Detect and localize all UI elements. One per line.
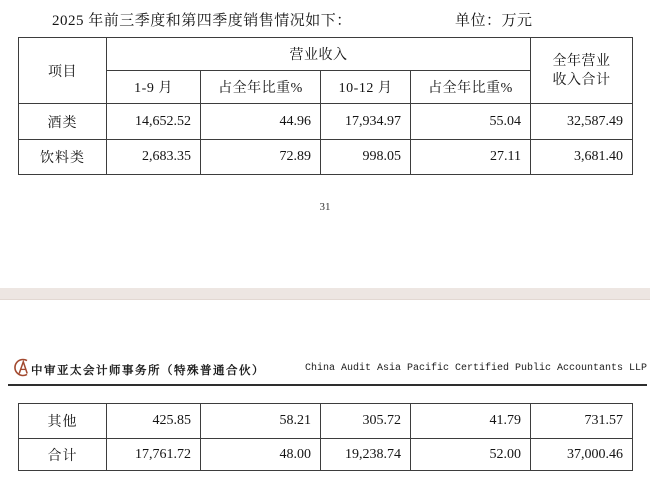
- sales-table-bottom: [18, 403, 633, 471]
- cell-value: 58.21: [201, 404, 321, 439]
- cell-item: 其他: [19, 404, 107, 439]
- page-number: 31: [319, 201, 331, 213]
- cell-value: 3,681.40: [531, 140, 633, 175]
- header-annual-total-line2: 收入合计: [552, 72, 611, 88]
- cell-item: 合计: [19, 439, 107, 471]
- sales-table-top: [18, 37, 633, 175]
- table-row-liquor: [19, 104, 633, 140]
- header-annual-total: [531, 38, 633, 104]
- unit-label: 单位：万元: [455, 13, 533, 29]
- firm-name-cn: 中审亚太会计师事务所（特殊普通合伙）: [31, 365, 265, 377]
- cell-value: 37,000.46: [531, 439, 633, 471]
- cell-value: 14,652.52: [107, 104, 201, 140]
- cell-item: 饮料类: [19, 140, 107, 175]
- section-title: 2025 年前三季度和第四季度销售情况如下：: [52, 13, 352, 29]
- cell-value: 27.11: [411, 140, 531, 175]
- table-row-other: [19, 404, 633, 439]
- cell-value: 425.85: [107, 404, 201, 439]
- header-sub-col-1: 1-9 月: [107, 71, 201, 104]
- page-break-band: [0, 288, 650, 300]
- cell-value: 17,761.72: [107, 439, 201, 471]
- header-sub-col-2: 占全年比重%: [201, 71, 321, 104]
- table-row-total: [19, 439, 633, 471]
- cell-value: 52.00: [411, 439, 531, 471]
- header-annual-total-line1: 全年营业: [552, 53, 611, 69]
- cell-value: 44.96: [201, 104, 321, 140]
- header-sub-col-3: 10-12 月: [321, 71, 411, 104]
- table-row-beverage: [19, 140, 633, 175]
- firm-name-en: China Audit Asia Pacific Certified Public Accountants LLP: [304, 363, 647, 374]
- cell-value: 17,934.97: [321, 104, 411, 140]
- cell-value: 55.04: [411, 104, 531, 140]
- header-rule: [8, 384, 647, 386]
- cell-value: 32,587.49: [531, 104, 633, 140]
- header-revenue-group: 营业收入: [107, 38, 531, 71]
- cell-value: 305.72: [321, 404, 411, 439]
- cell-item: 酒类: [19, 104, 107, 140]
- cell-value: 41.79: [411, 404, 531, 439]
- header-item: 项目: [19, 38, 107, 104]
- cell-value: 731.57: [531, 404, 633, 439]
- header-sub-col-4: 占全年比重%: [411, 71, 531, 104]
- cell-value: 19,238.74: [321, 439, 411, 471]
- cell-value: 72.89: [201, 140, 321, 175]
- table-header-row-1: [19, 38, 633, 71]
- cell-value: 48.00: [201, 439, 321, 471]
- cell-value: 2,683.35: [107, 140, 201, 175]
- cell-value: 998.05: [321, 140, 411, 175]
- ca-monogram-icon: [11, 357, 33, 384]
